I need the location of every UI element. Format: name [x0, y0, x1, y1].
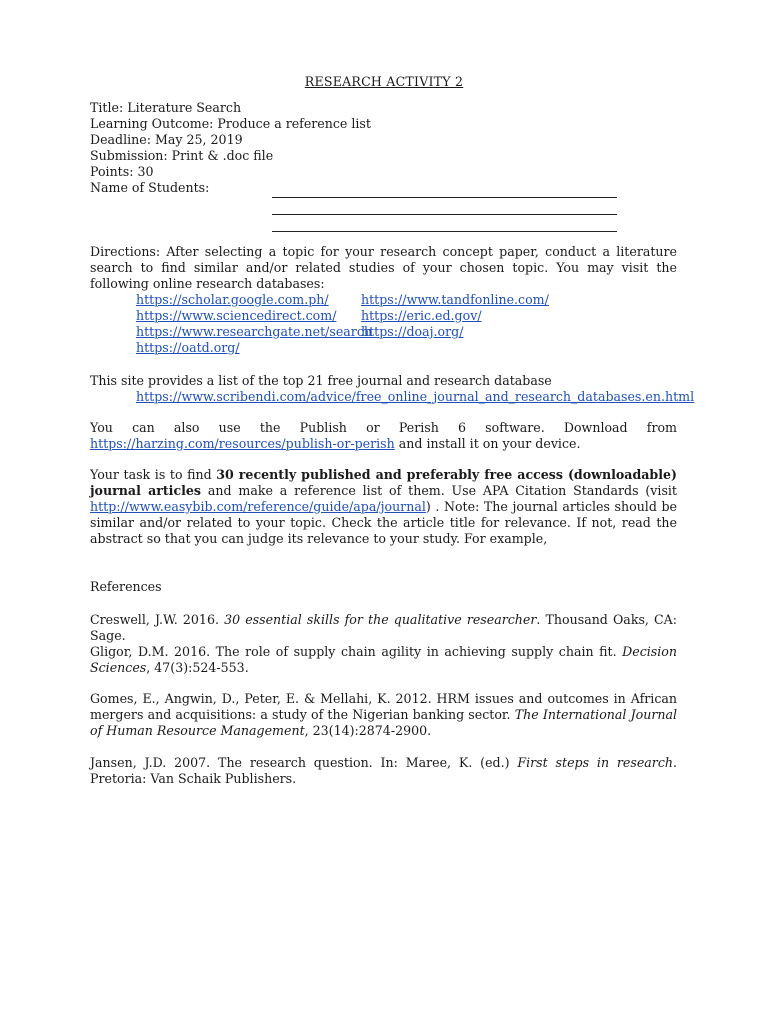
student-name-line [272, 182, 617, 198]
meta-students-label: Name of Students: [90, 180, 210, 195]
task-end: ) . Note: The journal articles should be similar and/or related to your topic. Check the article title for relevance. If not, read the abstract so that you can judge its relevance to your study. For example, [90, 499, 677, 546]
meta-points: Points: 30 [90, 164, 154, 179]
database-link[interactable]: https://www.sciencedirect.com/ [136, 308, 337, 323]
meta-submission: Submission: Print & .doc file [90, 148, 274, 163]
database-links-right [361, 292, 549, 340]
references-heading: References [90, 579, 162, 594]
task-bold: 30 recently published and preferably free access (downloadable) journal articles [90, 467, 677, 498]
site-list-paragraph [90, 373, 695, 405]
reference-entry: Gomes, E., Angwin, D., Peter, E. & Mellahi, K. 2012. HRM issues and outcomes in African mergers and acquisitions: a study of the Nigerian banking sector. The International Journal of Human Resource Management, 23(14):2874-2900. [90, 691, 678, 738]
page-title: RESEARCH ACTIVITY 2 [304, 74, 464, 89]
database-link[interactable]: https://eric.ed.gov/ [361, 308, 482, 323]
database-link[interactable]: https://doaj.org/ [361, 324, 464, 339]
software-text: You can also use the Publish or Perish 6 software. Download from [90, 420, 677, 435]
reference-entry: Creswell, J.W. 2016. 30 essential skills for the qualitative researcher. Thousand Oaks, CA: Sage. [90, 612, 677, 643]
software-text-after: and install it on your device. [394, 436, 581, 451]
scribendi-link[interactable]: https://www.scribendi.com/advice/free_online_journal_and_research_databases.en.html [136, 389, 695, 404]
database-link[interactable]: https://oatd.org/ [136, 340, 240, 355]
site-list-text: This site provides a list of the top 21 free journal and research database [90, 373, 552, 388]
student-name-line [272, 216, 617, 232]
database-link[interactable]: https://scholar.google.com.ph/ [136, 292, 329, 307]
student-name-line [272, 199, 617, 215]
meta-deadline: Deadline: May 25, 2019 [90, 132, 243, 147]
harzing-link[interactable]: https://harzing.com/resources/publish-or-perish [90, 436, 395, 451]
meta-title: Title: Literature Search [90, 100, 242, 115]
directions-paragraph: Directions: After selecting a topic for your research concept paper, conduct a literature search to find similar and/or related studies of your chosen topic. You may visit the following online research databases: [90, 244, 677, 291]
database-link[interactable]: https://www.tandfonline.com/ [361, 292, 549, 307]
reference-entry: Jansen, J.D. 2007. The research question. In: Maree, K. (ed.) First steps in research. Pretoria: Van Schaik Publishers. [90, 755, 678, 786]
reference-entry: Gligor, D.M. 2016. The role of supply chain agility in achieving supply chain fit. Decision Sciences, 47(3):524-553. [90, 644, 677, 675]
database-links-left [136, 292, 372, 356]
easybib-link[interactable]: http://www.easybib.com/reference/guide/apa/journal [90, 499, 426, 514]
task-middle: and make a reference list of them. Use APA Citation Standards (visit [201, 483, 677, 498]
software-paragraph [90, 420, 677, 452]
database-link[interactable]: https://www.researchgate.net/search [136, 324, 372, 339]
meta-learning-outcome: Learning Outcome: Produce a reference list [90, 116, 371, 131]
task-paragraph [90, 467, 677, 547]
task-intro: Your task is to find [90, 467, 217, 482]
student-name-blanks [272, 182, 617, 233]
